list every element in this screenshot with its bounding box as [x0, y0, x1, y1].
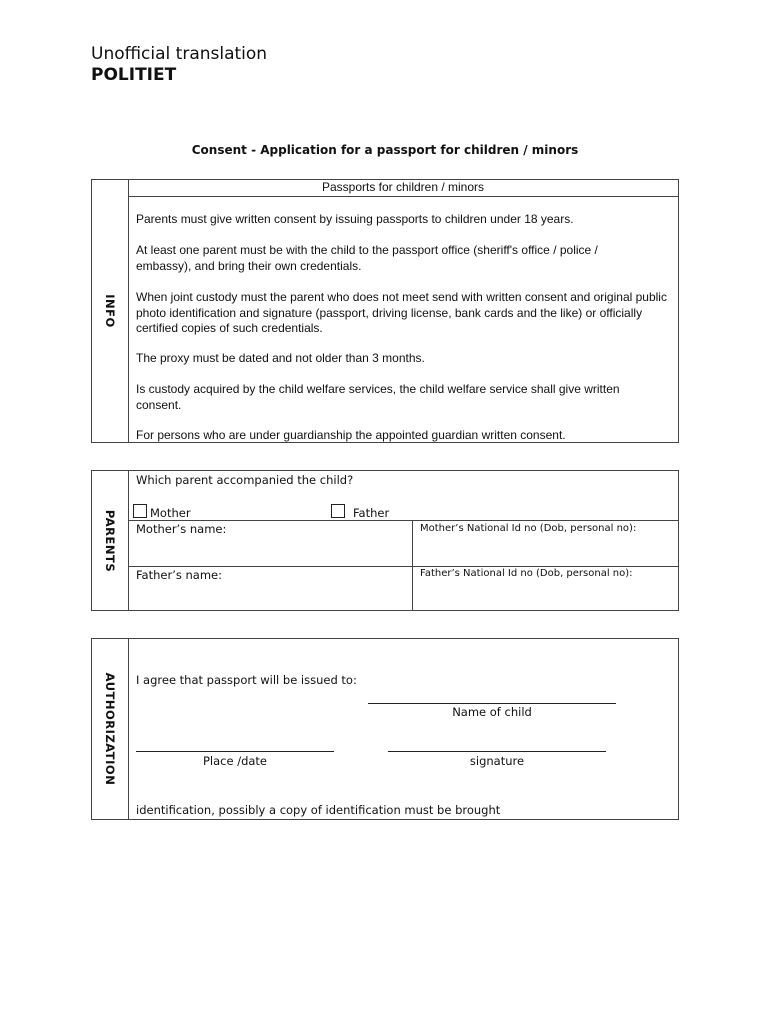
- signature-label: signature: [469, 754, 525, 768]
- father-name-label: Father’s name:: [136, 568, 222, 582]
- info-paragraph-1: Parents must give written consent by issuing passports to children under 18 years.: [136, 212, 574, 226]
- info-section: [91, 179, 679, 443]
- parents-column-divider: [412, 520, 413, 610]
- parents-question: Which parent accompanied the child?: [136, 473, 354, 487]
- header-unofficial-translation: Unofficial translation: [91, 44, 268, 64]
- authorization-side-label: AUTHORIZATION: [103, 672, 117, 786]
- info-paragraph-2: At least one parent must be with the child to the passport office (sheriff's office / police / embassy), and bring their own credentials.: [136, 243, 598, 273]
- header-politiet: POLITIET: [91, 65, 177, 85]
- mother-checkbox[interactable]: [133, 504, 147, 518]
- info-heading-divider: [128, 196, 678, 197]
- signature-line[interactable]: [388, 751, 606, 752]
- authorization-section: [91, 638, 679, 820]
- name-of-child-line[interactable]: [368, 703, 616, 704]
- info-paragraph-4: The proxy must be dated and not older than 3 months.: [136, 351, 425, 365]
- parents-side-label: PARENTS: [103, 509, 117, 572]
- parents-row-divider-2: [128, 566, 678, 567]
- parents-side-column: [92, 471, 129, 610]
- info-side-label: INFO: [103, 294, 117, 328]
- father-id-label: Father’s National Id no (Dob, personal no):: [420, 568, 633, 579]
- identification-note: identification, possibly a copy of identification must be brought: [136, 803, 501, 817]
- info-heading: Passports for children / minors: [321, 180, 485, 194]
- mother-name-label: Mother’s name:: [136, 522, 227, 536]
- parents-row-divider-1: [128, 520, 678, 521]
- info-paragraph-3: When joint custody must the parent who does not meet send with written consent and original public photo identification and signature (passport, driving license, bank cards and the like) or officially certified copies of such credentials.: [136, 290, 667, 335]
- name-of-child-label: Name of child: [452, 705, 532, 719]
- parents-section: [91, 470, 679, 611]
- authorization-side-column: [92, 639, 129, 819]
- place-date-label: Place /date: [202, 754, 268, 768]
- info-side-column: [92, 180, 129, 442]
- agree-text: I agree that passport will be issued to:: [136, 673, 357, 687]
- mother-option-label: Mother: [150, 506, 191, 520]
- mother-id-label: Mother’s National Id no (Dob, personal no):: [420, 523, 637, 534]
- info-paragraph-6: For persons who are under guardianship the appointed guardian written consent.: [136, 428, 566, 442]
- info-paragraph-5: Is custody acquired by the child welfare services, the child welfare service shall give written consent.: [136, 382, 620, 412]
- document-title: Consent - Application for a passport for children / minors: [191, 143, 579, 157]
- father-option-label: Father: [353, 506, 390, 520]
- place-date-line[interactable]: [136, 751, 334, 752]
- father-checkbox[interactable]: [331, 504, 345, 518]
